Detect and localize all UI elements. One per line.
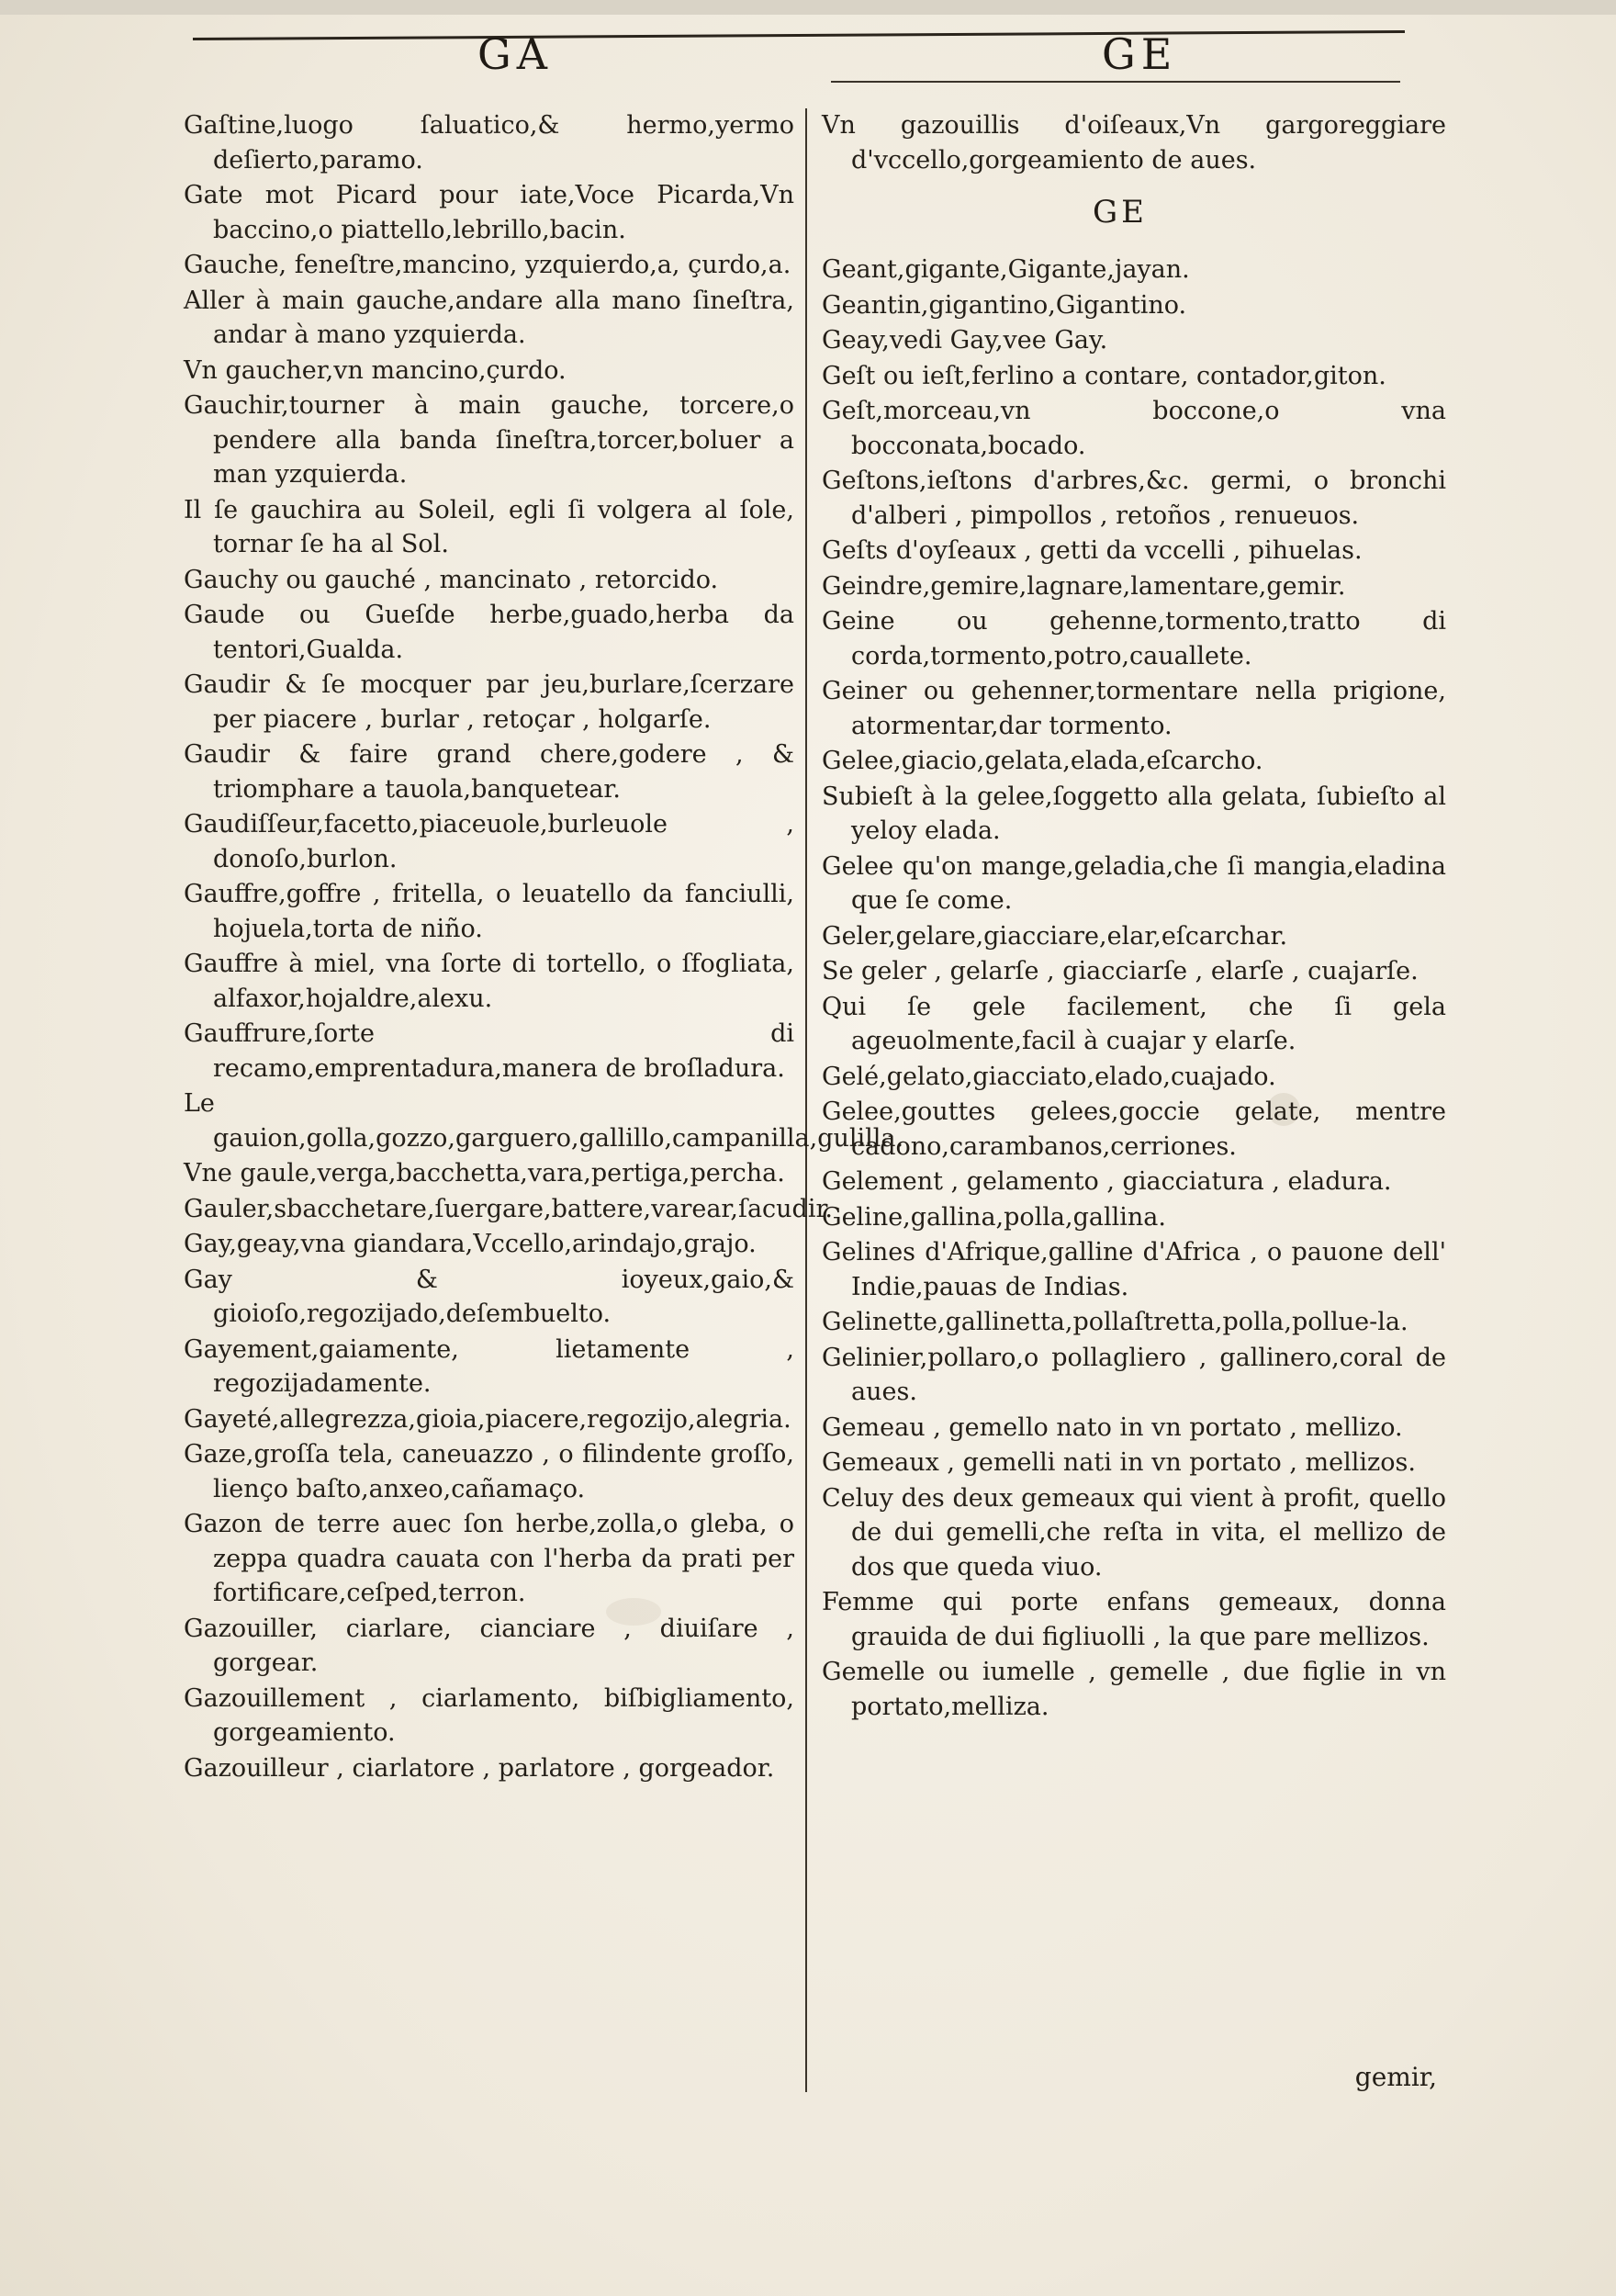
running-head-left: GA [477,29,553,79]
dictionary-entry: Geindre,gemire,lagnare,lamentare,gemir. [822,571,1346,601]
catchword: gemir, [1354,2062,1437,2092]
dictionary-entry: Vne gaule,verga,bacchetta,vara,pertiga,percha. [184,1159,785,1187]
dictionary-entry: Geine ou gehenne,tormento,tratto di corda,tormento,potro,cauallete. [822,607,1446,670]
dictionary-entry: Gauffre,goffre , fritella, o leuatello da fanciulli, hojuela,torta de niño. [184,880,794,943]
dictionary-entry: Geant,gigante,Gigante,jayan. [822,255,1190,284]
dictionary-entry: Gauffre à miel, vna ſorte di tortello, o ſfogliata, alfaxor,hojaldre,alexu. [184,950,794,1013]
dictionary-entry: Geay,vedi Gay,vee Gay. [822,326,1108,355]
dictionary-entry: Gemeaux , gemelli nati in vn portato , mellizos. [822,1448,1416,1477]
dictionary-entry: Gayeté,allegrezza,gioia,piacere,regozijo,alegria. [184,1404,791,1434]
dictionary-entry: Gelee,giacio,gelata,elada,eſcarcho. [822,747,1263,775]
dictionary-entry: Gelé,gelato,giacciato,elado,cuajado. [822,1062,1276,1091]
dictionary-entry: Geſt,morceau,vn boccone,o vna bocconata,bocado. [822,397,1446,460]
dictionary-entry: Gay,geay,vna giandara,Vccello,arindajo,grajo. [184,1230,757,1258]
dictionary-entry: Geſtons,ieſtons d'arbres,&c. germi, o bronchi d'alberi , pimpollos , retoños , renueuos. [822,467,1446,530]
dictionary-entry: Vn gaucher,vn mancino,çurdo. [184,355,567,385]
dictionary-entry: Gazouilleur , ciarlatore , parlatore , gorgeador. [184,1753,775,1783]
dictionary-entry: Gemelle ou iumelle , gemelle , due figlie in vn portato,melliza. [822,1658,1446,1721]
dictionary-entry: Gelinier,pollaro,o pollagliero , gallinero,coral de aues. [822,1343,1446,1406]
header-rule [193,30,1405,40]
dictionary-entry: Gaude ou Gueſde herbe,guado,herba da tentori,Gualda. [184,601,794,664]
dictionary-entry: Geantin,gigantino,Gigantino. [822,290,1187,320]
dictionary-entry: Aller à main gauche,andare alla mano ſineſtra, andar à mano yzquierda. [184,286,794,349]
dictionary-entry: Vn gazouillis d'oiſeaux,Vn gargoreggiare d'vccello,gorgeamiento de aues. [822,111,1446,174]
dictionary-entry: Gauchir,tourner à main gauche, torcere,o pendere alla banda ſineſtra,torcer,boluer a man yzquierda. [184,391,794,489]
dictionary-entry: Gelee,gouttes gelees,goccie gelate, mentre cadono,carambanos,cerriones. [822,1097,1446,1161]
dictionary-entry: Qui ſe gele facilement, che ſi gela ageuolmente,facil à cuajar y elarſe. [822,992,1446,1055]
dictionary-entry: Le gauion,golla,gozzo,garguero,gallillo,campanilla,gulilla. [184,1089,904,1153]
dictionary-entry: Gemeau , gemello nato in vn portato , mellizo. [822,1412,1403,1442]
dictionary-entry: Gayement,gaiamente, lietamente , regozijadamente. [184,1334,794,1398]
running-head-right: GE [1102,29,1178,79]
left-column [184,108,904,1786]
dictionary-entry: Gaze,groſſa tela, caneuazzo , o filindente groſſo, lienço baſto,anxeo,cañamaço. [184,1440,794,1503]
page-top-edge [0,0,1616,15]
dictionary-entry: Gauche, feneſtre,mancino, yzquierdo,a, çurdo,a. [184,251,791,279]
dictionary-entry: Geiner ou gehenner,tormentare nella prigione, atormentar,dar tormento. [822,677,1446,740]
dictionary-entry: Geſt ou ieſt,ferlino a contare, contador,giton. [822,361,1386,390]
dictionary-entry: Gelement , gelamento , giacciatura , eladura. [822,1167,1392,1196]
dictionary-entry: Celuy des deux gemeaux qui vient à profit, quello de dui gemelli,che reſta in vita, el mellizo de dos que queda viuo. [822,1483,1446,1581]
dictionary-entry: Gaſtine,luogo ſaluatico,& hermo,yermo deſierto,paramo. [184,111,794,174]
dictionary-entry: Gauler,sbacchetare,ſuergare,battere,varear,ſacudir. [184,1194,833,1223]
dictionary-entry: Gauchy ou gauché , mancinato , retorcido. [184,565,719,594]
dictionary-entry: Gelines d'Afrique,galline d'Africa , o pauone dell' Indie,pauas de Indias. [822,1238,1446,1301]
dictionary-entry: Il ſe gauchira au Soleil, egli ſi volgera al ſole, tornar ſe ha al Sol. [184,495,794,558]
dictionary-entry: Gauffrure,ſorte di recamo,emprentadura,manera de broſladura. [184,1019,794,1083]
dictionary-entry: Subieſt à la gelee,ſoggetto alla gelata, ſubieſto al yeloy elada. [822,782,1446,845]
section-heading: GE [1093,194,1148,231]
dictionary-entry: Gelee qu'on mange,geladia,che ſi mangia,eladina que ſe come. [822,851,1446,915]
dictionary-entry: Gaudir & ſe mocquer par jeu,burlare,ſcerzare per piacere , burlar , retoçar , holgarſe. [184,670,794,734]
right-entries [822,253,1446,1724]
dictionary-entry: Gazouiller, ciarlare, cianciare , diuiſare , gorgear. [184,1614,794,1677]
dictionary-entry: Geſts d'oyſeaux , getti da vccelli , pihuelas. [822,536,1363,565]
dictionary-entry: Gelinette,gallinetta,pollaſtretta,polla,pollue-la. [822,1308,1408,1336]
column-divider [805,108,807,2092]
dictionary-entry: Geline,gallina,polla,gallina. [822,1202,1166,1232]
dictionary-entry: Femme qui porte enfans gemeaux, donna grauida de dui figliuolli , la que pare mellizos. [822,1588,1446,1651]
dictionary-entry: Gazon de terre auec ſon herbe,zolla,o gleba, o zeppa quadra cauata con l'herba da prati per fortificare,ceſped,terron. [184,1510,794,1607]
dictionary-entry: Gazouillement , ciarlamento, biſbigliamento, gorgeamiento. [184,1683,794,1747]
dictionary-entry: Gaudir & faire grand chere,godere , & triomphare a tauola,banquetear. [184,740,794,804]
dictionary-entry: Gate mot Picard pour iate,Voce Picarda,Vn baccino,o piattello,lebrillo,bacin. [184,181,794,244]
right-column [822,108,1446,1725]
dictionary-entry: Geler,gelare,giacciare,elar,eſcarchar. [822,921,1288,951]
dictionary-entry: Gay & ioyeux,gaio,& gioioſo,regozijado,deſembuelto. [184,1265,794,1328]
dictionary-entry: Gaudiſſeur,facetto,piaceuole,burleuole , donoſo,burlon. [184,810,794,873]
dictionary-entry: Se geler , gelarſe , giacciarſe , elarſe , cuajarſe. [822,957,1419,985]
header-rule-right [831,81,1400,83]
